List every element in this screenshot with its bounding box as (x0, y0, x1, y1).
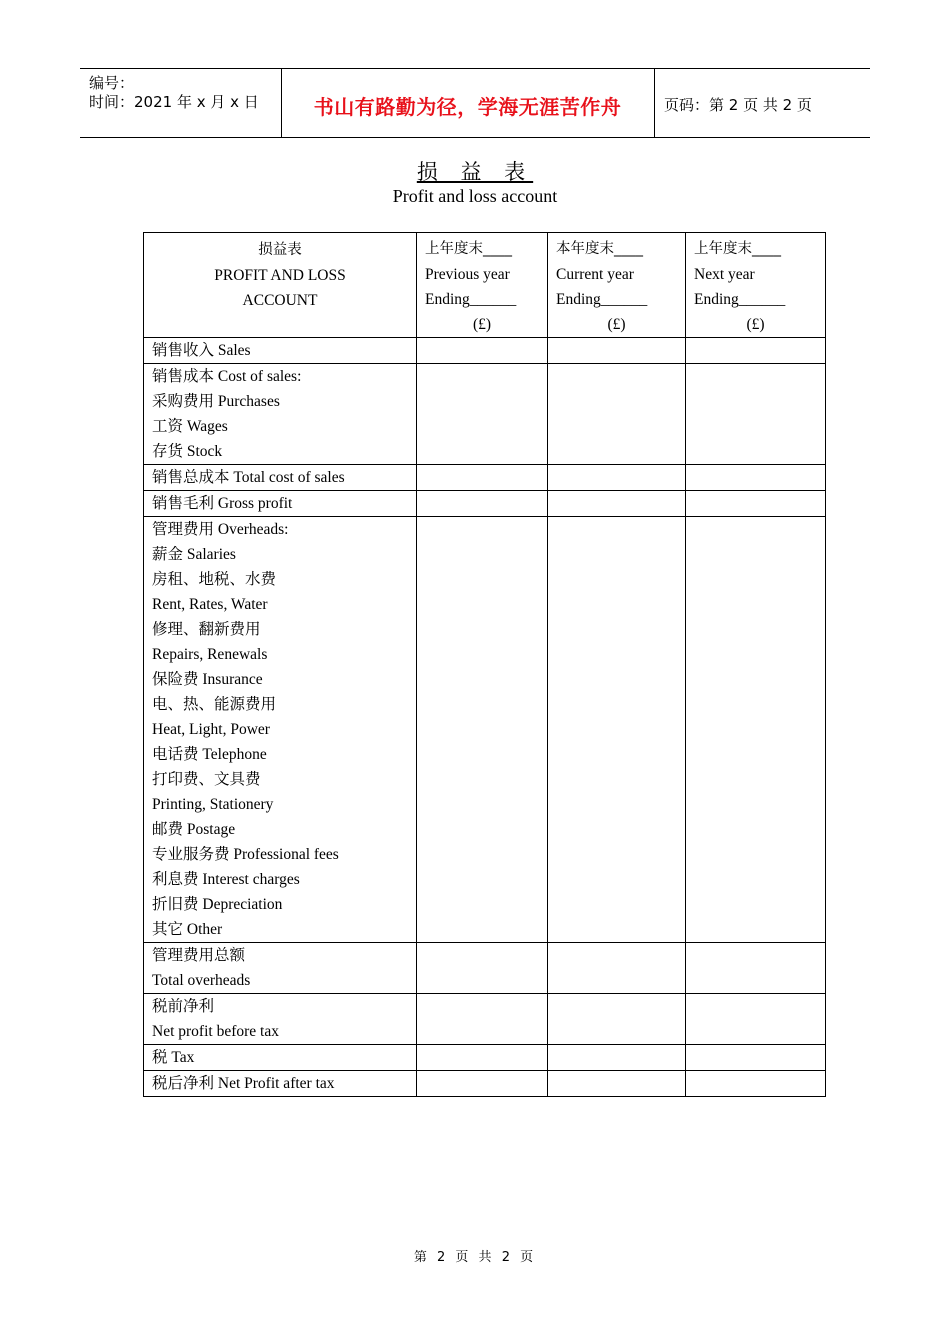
page-title-chinese-text: 损 益 表 (416, 160, 534, 184)
value-cell-current-year[interactable] (548, 338, 686, 364)
account-item-line: 保险费 Insurance (152, 671, 263, 688)
table-row (144, 517, 826, 943)
table-row (144, 994, 826, 1045)
header-cell-currency: (£) (607, 316, 626, 333)
document-number-label: 编号： (89, 74, 135, 92)
table-row (144, 465, 826, 491)
header-cell-line: ACCOUNT (242, 292, 318, 309)
account-item-line: 电话费 Telephone (152, 746, 267, 763)
header-cell-line: Current year (556, 266, 634, 283)
table-header-row (144, 233, 826, 338)
header-cell-line: 损益表 (258, 242, 302, 258)
account-item-line: Net profit before tax (152, 1023, 279, 1040)
header-cell-line: PROFIT AND LOSS (214, 267, 346, 284)
account-item-line: 其它 Other (152, 921, 223, 938)
header-cell-line: Ending______ (694, 291, 786, 308)
account-item-line: Repairs, Renewals (152, 646, 268, 663)
value-cell-next-year[interactable] (686, 338, 826, 364)
profit-loss-table (143, 232, 826, 1097)
account-item-line: 邮费 Postage (152, 821, 236, 838)
value-cell-previous-year[interactable] (417, 491, 548, 517)
account-item-cell (144, 994, 417, 1045)
page-title-english: Profit and loss account (392, 186, 558, 206)
account-item-line: 工资 Wages (152, 418, 228, 435)
account-item-line: 折旧费 Depreciation (152, 896, 283, 913)
account-item-line: 采购费用 Purchases (152, 393, 280, 410)
header-cell-line: Ending______ (425, 291, 517, 308)
value-cell-next-year[interactable] (686, 943, 826, 994)
value-cell-current-year[interactable] (548, 491, 686, 517)
table-row (144, 943, 826, 994)
value-cell-previous-year[interactable] (417, 338, 548, 364)
account-item-line: 销售毛利 Gross profit (152, 495, 293, 512)
account-item-line: 税后净利 Net Profit after tax (152, 1075, 335, 1092)
header-cell-line: Next year (694, 266, 755, 283)
account-item-line: 存货 Stock (152, 443, 223, 460)
account-item-line: Heat, Light, Power (152, 721, 270, 738)
value-cell-next-year[interactable] (686, 491, 826, 517)
header-meta-cell (80, 69, 282, 137)
value-cell-next-year[interactable] (686, 1045, 826, 1071)
value-cell-current-year[interactable] (548, 1045, 686, 1071)
header-cell-line: Ending______ (556, 291, 648, 308)
account-item-cell (144, 1045, 417, 1071)
account-item-cell (144, 517, 417, 943)
value-cell-previous-year[interactable] (417, 465, 548, 491)
table-row (144, 491, 826, 517)
value-cell-previous-year[interactable] (417, 364, 548, 465)
account-item-line: 销售收入 Sales (152, 342, 251, 359)
account-item-line: 专业服务费 Professional fees (152, 846, 339, 863)
value-cell-next-year[interactable] (686, 517, 826, 943)
account-item-line: 销售总成本 Total cost of sales (152, 469, 345, 486)
header-cell-currency: (£) (746, 316, 765, 333)
value-cell-previous-year[interactable] (417, 1071, 548, 1097)
account-item-line: 税前净利 (152, 998, 215, 1015)
account-item-line: 房租、地税、水费 (152, 571, 277, 588)
value-cell-previous-year[interactable] (417, 943, 548, 994)
account-item-line: Total overheads (152, 972, 251, 989)
account-item-line: Rent, Rates, Water (152, 596, 268, 613)
account-item-line: 薪金 Salaries (152, 546, 236, 563)
header-cell-next-year (686, 233, 826, 338)
account-item-line: 电、热、能源费用 (152, 696, 277, 713)
account-item-line: Printing, Stationery (152, 796, 274, 813)
account-item-cell (144, 364, 417, 465)
header-cell-current-year (548, 233, 686, 338)
table-row (144, 1071, 826, 1097)
header-cell-line: 本年度末____ (556, 241, 643, 257)
page-title-chinese (0, 156, 950, 186)
header-cell-line: 上年度末____ (694, 241, 781, 257)
header-cell-account (144, 233, 417, 338)
value-cell-current-year[interactable] (548, 465, 686, 491)
value-cell-current-year[interactable] (548, 1071, 686, 1097)
value-cell-current-year[interactable] (548, 364, 686, 465)
table-row (144, 364, 826, 465)
account-item-line: 税 Tax (152, 1049, 195, 1066)
header-cell-currency: (£) (472, 316, 492, 333)
account-item-line: 管理费用总额 (152, 947, 246, 964)
value-cell-previous-year[interactable] (417, 1045, 548, 1071)
account-item-cell (144, 338, 417, 364)
value-cell-current-year[interactable] (548, 517, 686, 943)
table-row (144, 1045, 826, 1071)
account-item-cell (144, 1071, 417, 1097)
value-cell-current-year[interactable] (548, 994, 686, 1045)
account-item-line: 修理、翻新费用 (152, 621, 261, 638)
header-cell-previous-year (417, 233, 548, 338)
account-item-cell (144, 465, 417, 491)
header-motto-cell (281, 69, 655, 137)
document-header (80, 68, 870, 138)
document-date-label: 时间：2021 年 x 月 x 日 (89, 93, 259, 111)
value-cell-next-year[interactable] (686, 364, 826, 465)
value-cell-current-year[interactable] (548, 943, 686, 994)
value-cell-next-year[interactable] (686, 465, 826, 491)
account-item-cell (144, 943, 417, 994)
value-cell-previous-year[interactable] (417, 517, 548, 943)
account-item-line: 打印费、文具费 (152, 771, 261, 788)
header-page-label: 页码：第 2 页 共 2 页 (664, 96, 812, 114)
account-item-line: 管理费用 Overheads: (152, 521, 289, 538)
header-cell-line: 上年度末____ (425, 241, 512, 257)
value-cell-next-year[interactable] (686, 994, 826, 1045)
value-cell-previous-year[interactable] (417, 994, 548, 1045)
header-page-cell (655, 69, 870, 137)
account-item-line: 销售成本 Cost of sales: (152, 368, 302, 385)
table-row (144, 338, 826, 364)
page-footer: 第 2 页 共 2 页 (413, 1250, 537, 1265)
account-item-line: 利息费 Interest charges (152, 871, 300, 888)
header-motto: 书山有路勤为径，学海无涯苦作舟 (313, 95, 622, 119)
account-item-cell (144, 491, 417, 517)
value-cell-next-year[interactable] (686, 1071, 826, 1097)
header-cell-line: Previous year (425, 266, 510, 283)
